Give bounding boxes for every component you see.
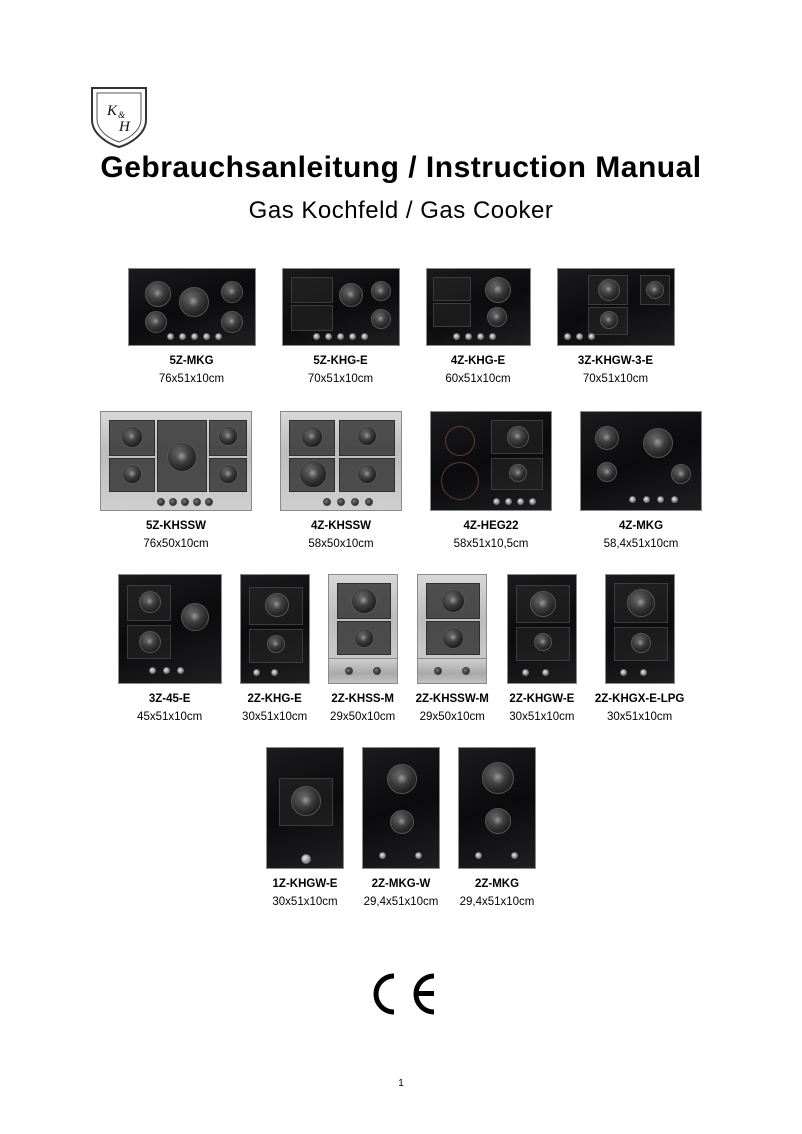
brand-logo: [88, 84, 150, 150]
shield-icon: [88, 84, 150, 150]
product-row: [0, 268, 802, 385]
product-model: 4Z-KHG-E: [450, 355, 506, 367]
product-cell: [426, 268, 531, 385]
product-dimensions: 29x50x10cm: [419, 711, 485, 723]
product-dimensions: 29,4x51x10cm: [363, 896, 439, 908]
product-cell: [266, 747, 344, 908]
hob-image: [580, 411, 702, 511]
product-dimensions: 29,4x51x10cm: [459, 896, 535, 908]
document-title: Gebrauchsanleitung / Instruction Manual: [100, 151, 702, 184]
product-model: 5Z-MKG: [169, 355, 214, 367]
product-row: [0, 411, 802, 550]
product-dimensions: 30x51x10cm: [272, 896, 338, 908]
ce-icon: [364, 972, 438, 1016]
svg-text:H: H: [119, 119, 130, 135]
product-model: 3Z-45-E: [148, 693, 191, 705]
hob-image: [118, 574, 222, 684]
product-model: 5Z-KHG-E: [313, 355, 368, 367]
product-model: 5Z-KHSSW: [145, 520, 207, 532]
product-model: 2Z-KHG-E: [247, 693, 302, 705]
hob-image: [280, 411, 402, 511]
product-cell: [118, 574, 222, 723]
product-dimensions: 58,4x51x10cm: [603, 538, 679, 550]
product-dimensions: 76x51x10cm: [158, 373, 225, 385]
product-model: 4Z-KHSSW: [310, 520, 372, 532]
product-row: [0, 574, 802, 723]
product-cell: [282, 268, 400, 385]
document-subtitle: Gas Kochfeld / Gas Cooker: [248, 197, 554, 224]
hob-image: [128, 268, 256, 346]
product-model: 2Z-KHGW-E: [509, 693, 575, 705]
ce-mark: [0, 972, 802, 1021]
hob-image: [507, 574, 577, 684]
product-dimensions: 60x51x10cm: [445, 373, 511, 385]
product-cell: [458, 747, 536, 908]
product-row: [0, 747, 802, 908]
product-cell: [557, 268, 675, 385]
product-dimensions: 58x51x10,5cm: [453, 538, 529, 550]
product-grid: [0, 268, 802, 908]
product-model: 2Z-MKG-W: [371, 878, 431, 890]
product-cell: [328, 574, 398, 723]
page-number: 1: [398, 1078, 404, 1089]
product-dimensions: 30x51x10cm: [242, 711, 308, 723]
hob-image: [430, 411, 552, 511]
product-cell: [595, 574, 684, 723]
product-model: 2Z-MKG: [474, 878, 520, 890]
hob-image: [458, 747, 536, 869]
hob-image: [328, 574, 398, 684]
product-dimensions: 76x50x10cm: [143, 538, 209, 550]
product-model: 2Z-KHGX-E-LPG: [594, 693, 685, 705]
hob-image: [100, 411, 252, 511]
hob-image: [282, 268, 400, 346]
product-dimensions: 70x51x10cm: [307, 373, 374, 385]
hob-image: [240, 574, 310, 684]
hob-image: [417, 574, 487, 684]
product-dimensions: 29x50x10cm: [330, 711, 396, 723]
product-model: 1Z-KHGW-E: [272, 878, 338, 890]
product-cell: [430, 411, 552, 550]
product-cell: [362, 747, 440, 908]
product-dimensions: 30x51x10cm: [607, 711, 673, 723]
product-cell: [100, 411, 252, 550]
svg-text:&: &: [118, 110, 126, 120]
hob-image: [266, 747, 344, 869]
product-dimensions: 58x50x10cm: [308, 538, 374, 550]
product-model: 4Z-HEG22: [463, 520, 519, 532]
product-model: 2Z-KHSS-M: [331, 693, 394, 705]
hob-image: [426, 268, 531, 346]
product-model: 4Z-MKG: [618, 520, 664, 532]
product-dimensions: 30x51x10cm: [509, 711, 575, 723]
product-model: 2Z-KHSSW-M: [415, 693, 489, 705]
product-cell: [128, 268, 256, 385]
product-cell: [580, 411, 702, 550]
product-cell: [280, 411, 402, 550]
product-cell: [416, 574, 489, 723]
product-dimensions: 45x51x10cm: [137, 711, 203, 723]
product-cell: [240, 574, 310, 723]
hob-image: [605, 574, 675, 684]
hob-image: [557, 268, 675, 346]
product-cell: [507, 574, 577, 723]
hob-image: [362, 747, 440, 869]
product-dimensions: 70x51x10cm: [582, 373, 649, 385]
svg-text:K: K: [107, 103, 118, 119]
product-model: 3Z-KHGW-3-E: [577, 355, 654, 367]
